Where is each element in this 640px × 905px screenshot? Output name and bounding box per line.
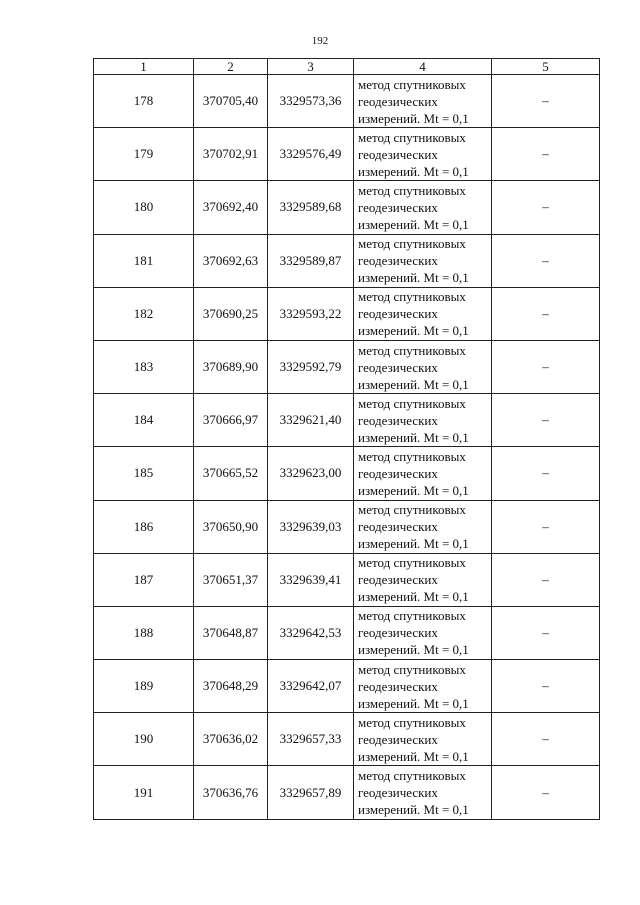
method-line: измерений. Mt = 0,1: [358, 748, 469, 764]
method-line: метод спутниковых: [358, 76, 466, 92]
method-line: метод спутниковых: [358, 395, 466, 411]
method-line: геодезических: [358, 93, 438, 109]
x-coordinate-cell: 370636,02: [194, 713, 268, 766]
method-line: геодезических: [358, 731, 438, 747]
method-line: геодезических: [358, 146, 438, 162]
method-line: метод спутниковых: [358, 768, 466, 784]
method-line: измерений. Mt = 0,1: [358, 589, 469, 605]
method-line: геодезических: [358, 785, 438, 801]
point-number-cell: 186: [94, 500, 194, 553]
method-line: метод спутниковых: [358, 502, 466, 518]
method-cell: [354, 766, 492, 819]
point-number-cell: 190: [94, 713, 194, 766]
y-coordinate-cell: 3329657,33: [268, 713, 354, 766]
table-row: [94, 553, 600, 606]
point-number-cell: 188: [94, 606, 194, 659]
method-cell: [354, 500, 492, 553]
point-number-cell: 181: [94, 234, 194, 287]
method-cell: [354, 713, 492, 766]
x-coordinate-cell: 370666,97: [194, 394, 268, 447]
note-cell: –: [492, 181, 600, 234]
method-line: измерений. Mt = 0,1: [358, 429, 469, 445]
point-number-cell: 180: [94, 181, 194, 234]
method-cell: [354, 553, 492, 606]
y-coordinate-cell: 3329621,40: [268, 394, 354, 447]
method-line: измерений. Mt = 0,1: [358, 695, 469, 711]
table-row: [94, 500, 600, 553]
method-line: измерений. Mt = 0,1: [358, 642, 469, 658]
coordinates-table: [93, 58, 600, 820]
point-number-cell: 179: [94, 128, 194, 181]
method-line: измерений. Mt = 0,1: [358, 536, 469, 552]
note-cell: –: [492, 766, 600, 819]
note-cell: –: [492, 553, 600, 606]
note-cell: –: [492, 340, 600, 393]
y-coordinate-cell: 3329593,22: [268, 287, 354, 340]
column-header-4: 4: [354, 59, 492, 75]
method-line: геодезических: [358, 306, 438, 322]
column-header-3: 3: [268, 59, 354, 75]
table-row: [94, 234, 600, 287]
method-line: метод спутниковых: [358, 714, 466, 730]
x-coordinate-cell: 370665,52: [194, 447, 268, 500]
method-line: метод спутниковых: [358, 342, 466, 358]
method-line: геодезических: [358, 199, 438, 215]
table-row: [94, 713, 600, 766]
method-line: измерений. Mt = 0,1: [358, 163, 469, 179]
point-number-cell: 182: [94, 287, 194, 340]
method-line: геодезических: [358, 359, 438, 375]
method-line: измерений. Mt = 0,1: [358, 110, 469, 126]
note-cell: –: [492, 287, 600, 340]
x-coordinate-cell: 370690,25: [194, 287, 268, 340]
note-cell: –: [492, 394, 600, 447]
table-row: [94, 394, 600, 447]
x-coordinate-cell: 370692,63: [194, 234, 268, 287]
y-coordinate-cell: 3329642,07: [268, 660, 354, 713]
method-cell: [354, 447, 492, 500]
table-row: [94, 128, 600, 181]
table-row: [94, 447, 600, 500]
point-number-cell: 187: [94, 553, 194, 606]
method-cell: [354, 75, 492, 128]
method-cell: [354, 234, 492, 287]
y-coordinate-cell: 3329592,79: [268, 340, 354, 393]
method-line: измерений. Mt = 0,1: [358, 482, 469, 498]
x-coordinate-cell: 370692,40: [194, 181, 268, 234]
y-coordinate-cell: 3329576,49: [268, 128, 354, 181]
point-number-cell: 185: [94, 447, 194, 500]
method-cell: [354, 606, 492, 659]
page-number: 192: [311, 35, 329, 47]
method-line: метод спутниковых: [358, 182, 466, 198]
table-row: [94, 75, 600, 128]
method-line: геодезических: [358, 465, 438, 481]
method-cell: [354, 181, 492, 234]
method-line: геодезических: [358, 678, 438, 694]
method-line: метод спутниковых: [358, 236, 466, 252]
method-line: метод спутниковых: [358, 555, 466, 571]
point-number-cell: 189: [94, 660, 194, 713]
note-cell: –: [492, 500, 600, 553]
method-line: геодезических: [358, 625, 438, 641]
x-coordinate-cell: 370702,91: [194, 128, 268, 181]
y-coordinate-cell: 3329639,41: [268, 553, 354, 606]
method-line: метод спутниковых: [358, 448, 466, 464]
table-row: [94, 606, 600, 659]
method-line: метод спутниковых: [358, 661, 466, 677]
table-row: [94, 766, 600, 819]
note-cell: –: [492, 447, 600, 500]
y-coordinate-cell: 3329657,89: [268, 766, 354, 819]
method-line: метод спутниковых: [358, 608, 466, 624]
x-coordinate-cell: 370648,29: [194, 660, 268, 713]
point-number-cell: 191: [94, 766, 194, 819]
method-line: измерений. Mt = 0,1: [358, 802, 469, 818]
method-line: измерений. Mt = 0,1: [358, 270, 469, 286]
note-cell: –: [492, 234, 600, 287]
note-cell: –: [492, 75, 600, 128]
x-coordinate-cell: 370705,40: [194, 75, 268, 128]
method-line: геодезических: [358, 572, 438, 588]
y-coordinate-cell: 3329589,68: [268, 181, 354, 234]
x-coordinate-cell: 370648,87: [194, 606, 268, 659]
table-header-row: [94, 59, 600, 75]
note-cell: –: [492, 660, 600, 713]
method-cell: [354, 660, 492, 713]
x-coordinate-cell: 370636,76: [194, 766, 268, 819]
method-line: измерений. Mt = 0,1: [358, 376, 469, 392]
method-cell: [354, 287, 492, 340]
y-coordinate-cell: 3329573,36: [268, 75, 354, 128]
x-coordinate-cell: 370689,90: [194, 340, 268, 393]
note-cell: –: [492, 713, 600, 766]
method-line: метод спутниковых: [358, 129, 466, 145]
y-coordinate-cell: 3329589,87: [268, 234, 354, 287]
column-header-2: 2: [194, 59, 268, 75]
table-row: [94, 340, 600, 393]
table-row: [94, 660, 600, 713]
method-cell: [354, 394, 492, 447]
point-number-cell: 178: [94, 75, 194, 128]
column-header-5: 5: [492, 59, 600, 75]
x-coordinate-cell: 370650,90: [194, 500, 268, 553]
point-number-cell: 183: [94, 340, 194, 393]
table-body: [94, 75, 600, 820]
table-row: [94, 181, 600, 234]
column-header-1: 1: [94, 59, 194, 75]
note-cell: –: [492, 128, 600, 181]
method-line: измерений. Mt = 0,1: [358, 323, 469, 339]
method-line: геодезических: [358, 519, 438, 535]
y-coordinate-cell: 3329642,53: [268, 606, 354, 659]
method-cell: [354, 340, 492, 393]
method-line: геодезических: [358, 412, 438, 428]
table-row: [94, 287, 600, 340]
method-cell: [354, 128, 492, 181]
y-coordinate-cell: 3329623,00: [268, 447, 354, 500]
point-number-cell: 184: [94, 394, 194, 447]
method-line: измерений. Mt = 0,1: [358, 216, 469, 232]
note-cell: –: [492, 606, 600, 659]
x-coordinate-cell: 370651,37: [194, 553, 268, 606]
method-line: метод спутниковых: [358, 289, 466, 305]
y-coordinate-cell: 3329639,03: [268, 500, 354, 553]
method-line: геодезических: [358, 253, 438, 269]
